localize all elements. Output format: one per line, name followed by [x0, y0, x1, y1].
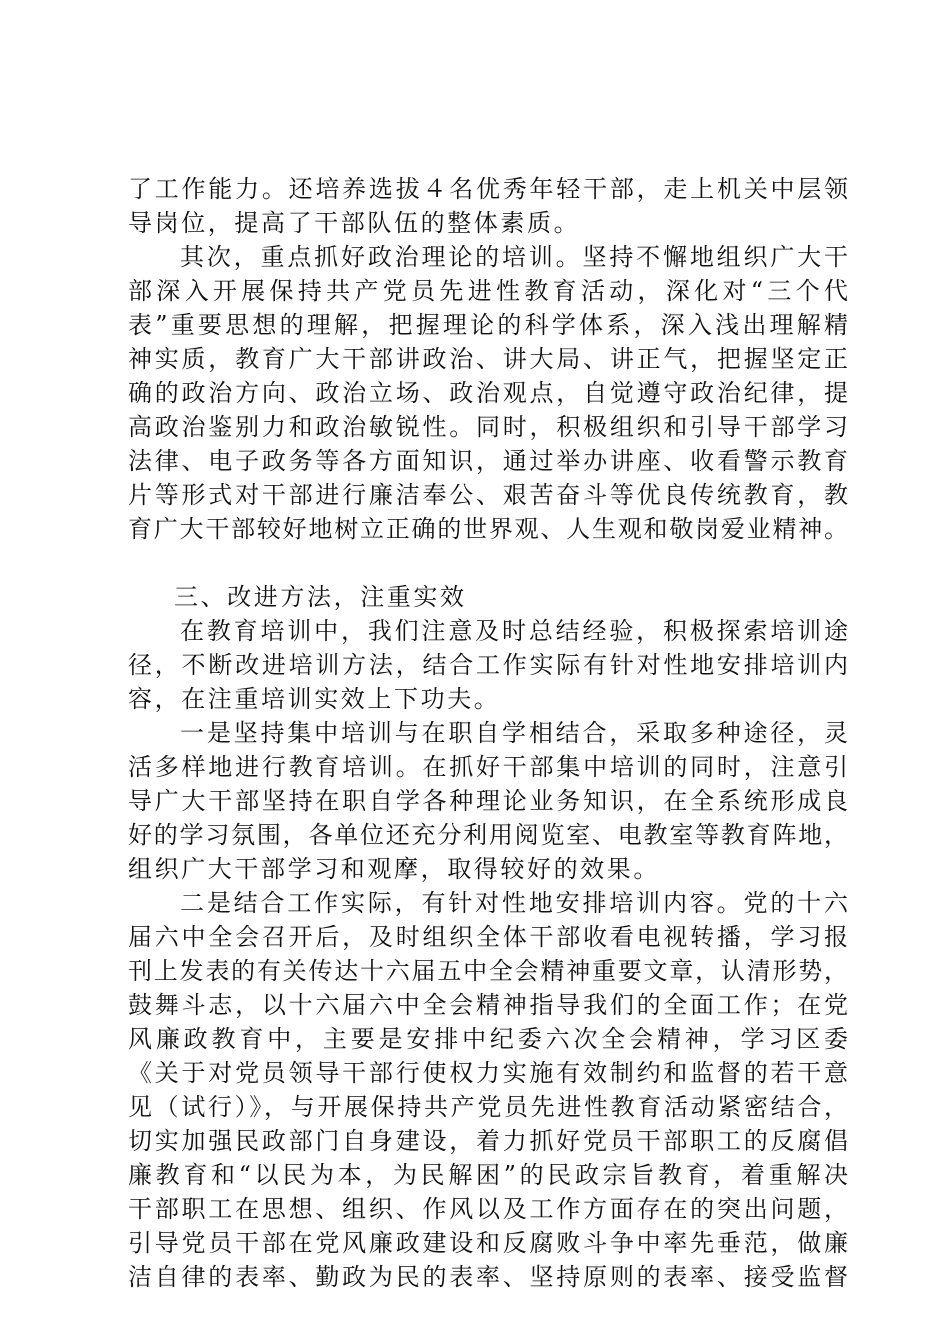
text-line: 神实质，教育广大干部讲政治、讲大局、讲正气，把握坚定正: [128, 345, 848, 373]
text-line: 法律、电子政务等各方面知识，通过举办讲座、收看警示教育: [128, 447, 848, 475]
text-line: 部深入开展保持共产党员先进性教育活动，深化对“三个代: [128, 277, 848, 305]
text-line: 洁自律的表率、勤政为民的表率、坚持原则的表率、接受监督: [128, 1263, 848, 1291]
text-line: 鼓舞斗志，以十六届六中全会精神指导我们的全面工作；在党: [128, 991, 848, 1019]
text-line: 届六中全会召开后，及时组织全体干部收看电视转播，学习报: [128, 923, 848, 951]
text-line: 径，不断改进培训方法，结合工作实际有针对性地安排培训内: [128, 651, 848, 679]
text-line: 确的政治方向、政治立场、政治观点，自觉遵守政治纪律，提: [128, 379, 848, 407]
text-line: 廉教育和“以民为本，为民解困”的民政宗旨教育，着重解决: [128, 1161, 848, 1189]
text-line: 高政治鉴别力和政治敏锐性。同时，积极组织和引导干部学习: [128, 413, 848, 441]
text-line: 育广大干部较好地树立正确的世界观、人生观和敬岗爱业精神。: [128, 515, 848, 543]
text-line: 导岗位，提高了干部队伍的整体素质。: [128, 209, 581, 237]
text-line: 组织广大干部学习和观摩，取得较好的效果。: [128, 855, 660, 883]
text-line: 导广大干部坚持在职自学各种理论业务知识，在全系统形成良: [128, 787, 848, 815]
section-heading: 三、改进方法，注重实效: [174, 583, 467, 611]
text-line: 《关于对党员领导干部行使权力实施有效制约和监督的若干意: [128, 1059, 848, 1087]
text-line: 了工作能力。还培养选拔４名优秀年轻干部，走上机关中层领: [128, 175, 848, 203]
text-line: 好的学习氛围，各单位还充分利用阅览室、电教室等教育阵地，: [128, 821, 848, 849]
text-line: 见（试行）》，与开展保持共产党员先进性教育活动紧密结合，: [128, 1093, 848, 1121]
text-line: 活多样地进行教育培训。在抓好干部集中培训的同时，注意引: [128, 753, 848, 781]
text-line: 其次，重点抓好政治理论的培训。坚持不懈地组织广大干: [180, 243, 848, 271]
text-line: 二是结合工作实际，有针对性地安排培训内容。党的十六: [180, 889, 848, 917]
text-line: 表”重要思想的理解，把握理论的科学体系，深入浅出理解精: [128, 311, 848, 339]
text-line: 容，在注重培训实效上下功夫。: [128, 685, 501, 713]
text-line: 一是坚持集中培训与在职自学相结合，采取多种途径，灵: [180, 719, 848, 747]
text-line: 刊上发表的有关传达十六届五中全会精神重要文章，认清形势，: [128, 957, 848, 985]
text-line: 引导党员干部在党风廉政建设和反腐败斗争中率先垂范，做廉: [128, 1229, 848, 1257]
text-line: 片等形式对干部进行廉洁奉公、艰苦奋斗等优良传统教育，教: [128, 481, 848, 509]
text-line: 切实加强民政部门自身建设，着力抓好党员干部职工的反腐倡: [128, 1127, 848, 1155]
text-line: 干部职工在思想、组织、作风以及工作方面存在的突出问题，: [128, 1195, 848, 1223]
text-line: 风廉政教育中，主要是安排中纪委六次全会精神，学习区委: [128, 1025, 848, 1053]
text-line: 在教育培训中，我们注意及时总结经验，积极探索培训途: [180, 617, 848, 645]
